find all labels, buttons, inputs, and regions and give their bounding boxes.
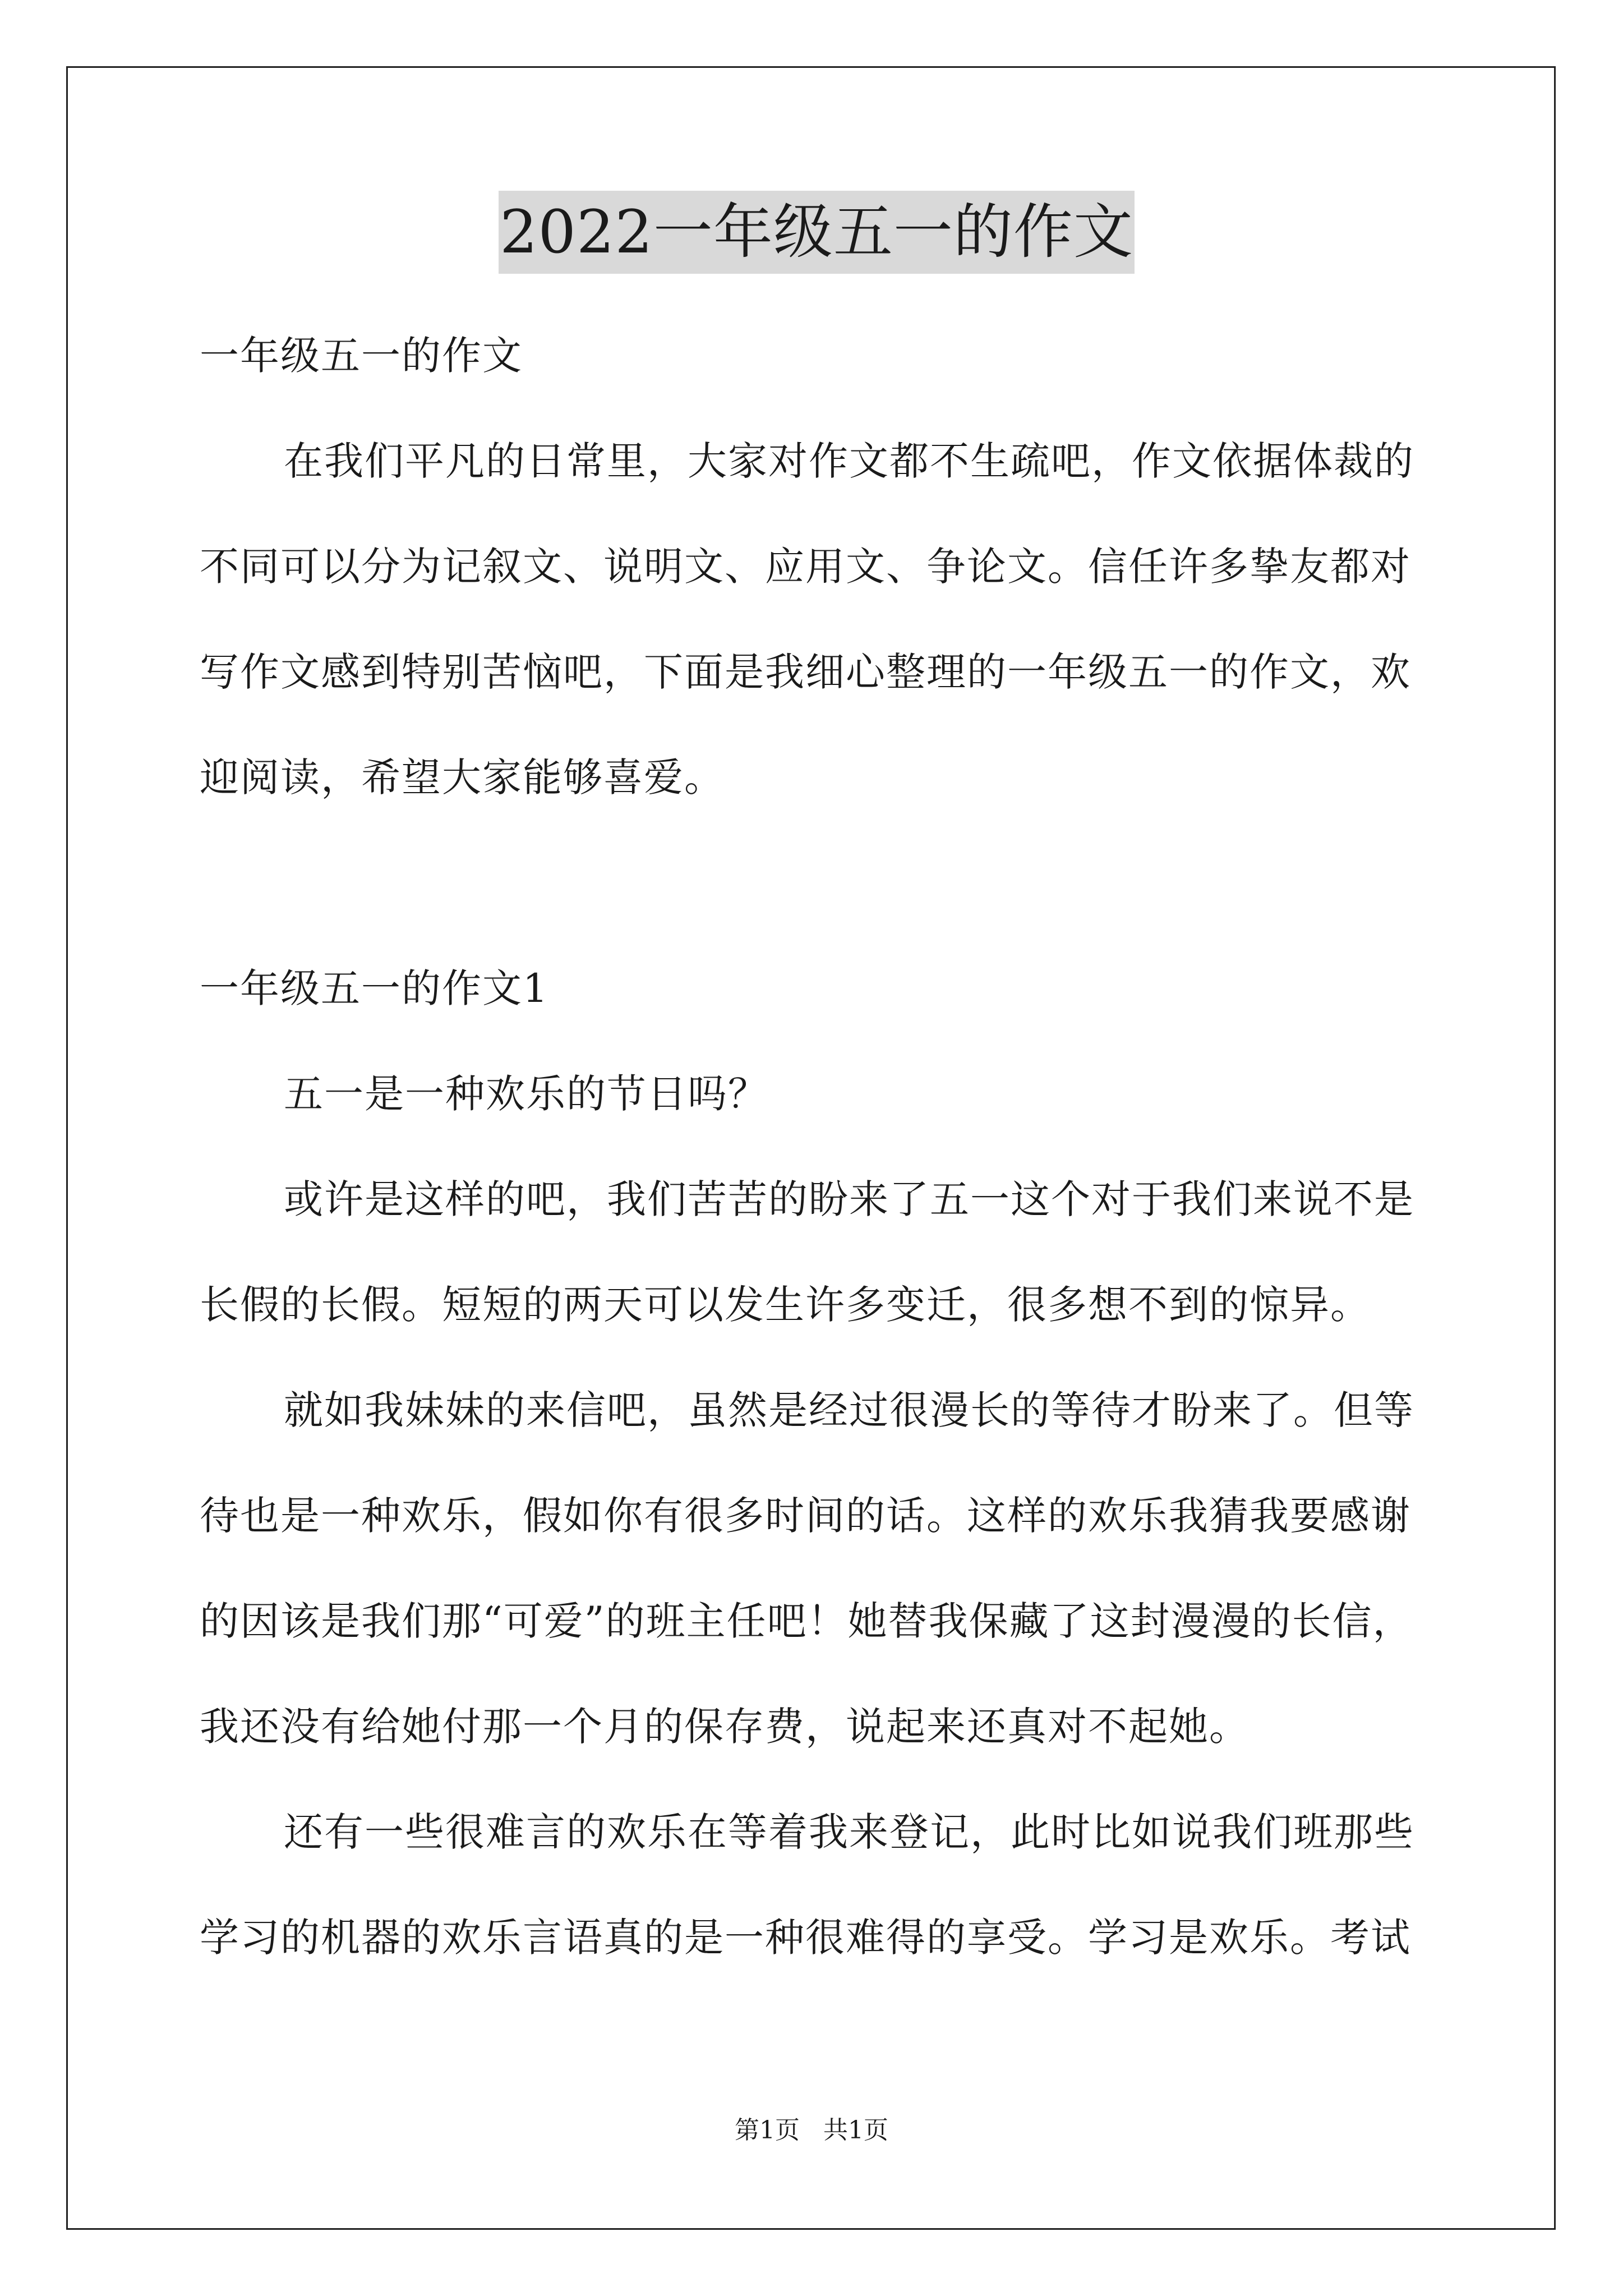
body-line-6: 的因该是我们那“可爱”的班主任吧！她替我保藏了这封漫漫的长信， (200, 1598, 1413, 1644)
body-line-9: 学习的机器的欢乐言语真的是一种很难得的享受。学习是欢乐。考试 (200, 1915, 1411, 1961)
intro-line-3: 写作文感到特别苦恼吧，下面是我细心整理的一年级五一的作文，欢 (200, 649, 1411, 695)
paragraph-gap (200, 830, 1433, 936)
title-wrap (200, 191, 1433, 280)
body-line-5: 待也是一种欢乐，假如你有很多时间的话。这样的欢乐我猜我要感谢 (200, 1493, 1411, 1539)
intro-line-4: 迎阅读，希望大家能够喜爱。 (200, 754, 725, 800)
body-line-2: 或许是这样的吧，我们苦苦的盼来了五一这个对于我们来说不是 (284, 1176, 1414, 1222)
body-line-1: 五一是一种欢乐的节日吗？ (284, 1071, 768, 1117)
body-line-7: 我还没有给她付那一个月的保存费，说起来还真对不起她。 (200, 1704, 1249, 1750)
intro-line-2: 不同可以分为记叙文、说明文、应用文、争论文。信任许多挚友都对 (200, 544, 1411, 590)
body-line-4: 就如我妹妹的来信吧，虽然是经过很漫长的等待才盼来了。但等 (284, 1387, 1414, 1433)
document-title: 2022一年级五一的作文 (499, 191, 1135, 274)
body-line-3: 长假的长假。短短的两天可以发生许多变迁，很多想不到的惊异。 (200, 1282, 1371, 1328)
page-total: 共1页 (823, 2116, 888, 2145)
body-line-8: 还有一些很难言的欢乐在等着我来登记，此时比如说我们班那些 (284, 1809, 1414, 1855)
intro-line-1: 在我们平凡的日常里，大家对作文都不生疏吧，作文依据体裁的 (284, 438, 1414, 484)
page-number: 第1页 (735, 2116, 800, 2145)
page-footer (0, 2114, 1623, 2147)
subtitle: 一年级五一的作文 (200, 333, 523, 379)
document-body (200, 191, 1433, 1990)
section-heading: 一年级五一的作文1 (200, 965, 549, 1011)
